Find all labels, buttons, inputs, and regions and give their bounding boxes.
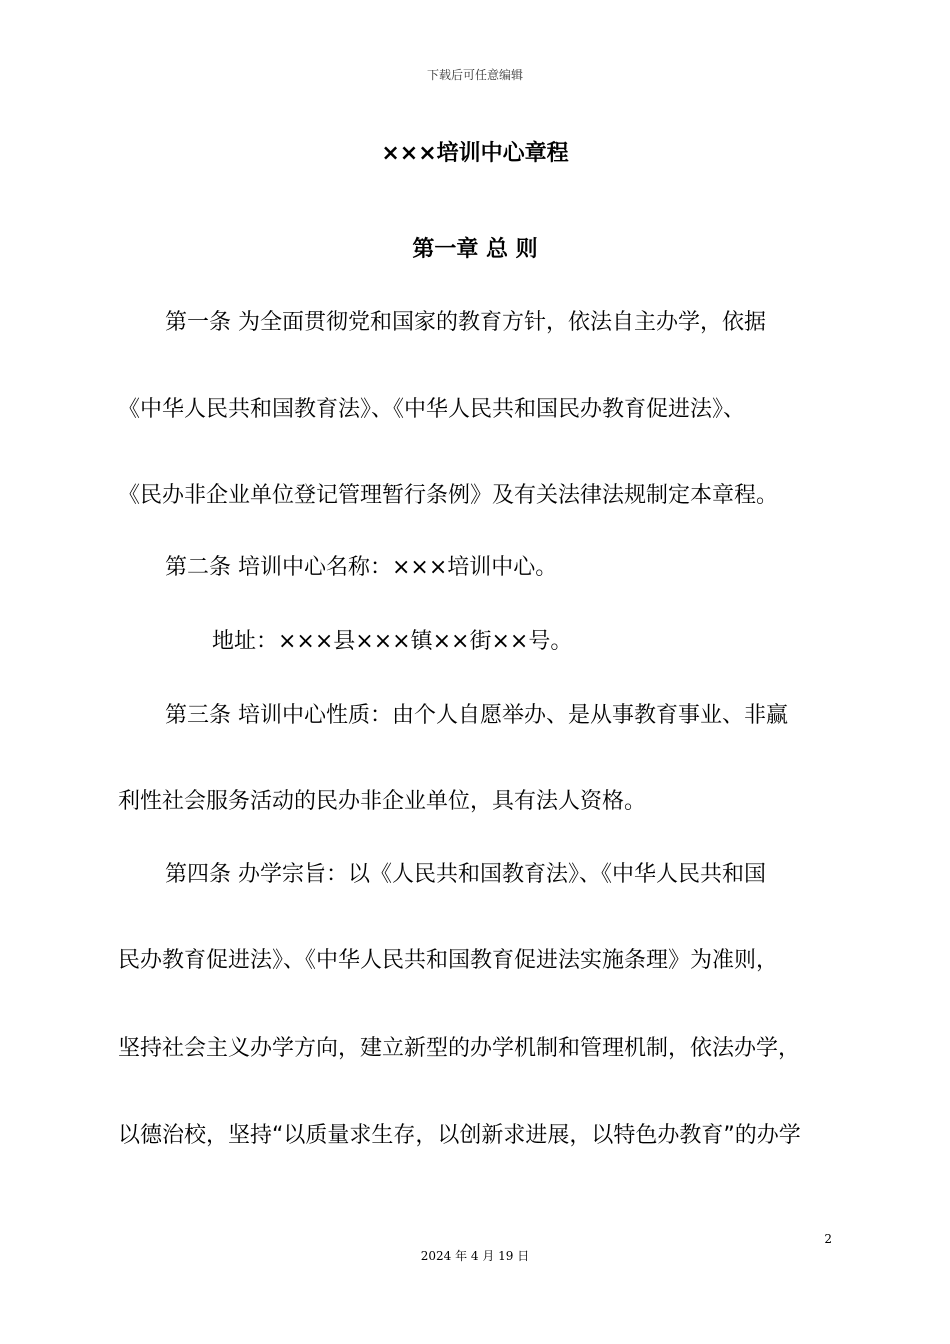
paragraph-line: 第四条 办学宗旨：以《人民共和国教育法》、《中华人民共和国 — [165, 862, 766, 887]
paragraph-line: 利性社会服务活动的民办非企业单位，具有法人资格。 — [118, 789, 647, 814]
chapter-title: 第一章 总 则 — [412, 237, 538, 262]
paragraph-line: 第二条 培训中心名称：×××培训中心。 — [165, 555, 558, 580]
paragraph-line: 民办教育促进法》、《中华人民共和国教育促进法实施条理》为准则， — [118, 948, 779, 973]
header-note: 下载后可任意编辑 — [426, 68, 523, 82]
paragraph-line: 地址：×××县×××镇××街××号。 — [212, 629, 573, 654]
paragraph-line: 第一条 为全面贯彻党和国家的教育方针，依法自主办学，依据 — [165, 310, 766, 335]
document-title: ×××培训中心章程 — [381, 141, 569, 166]
paragraph-line: 以德治校，坚持“以质量求生存，以创新求进展，以特色办教育”的办学 — [118, 1123, 801, 1148]
paragraph-line: 《民办非企业单位登记管理暂行条例》及有关法律法规制定本章程。 — [118, 483, 779, 508]
page-number: 2 — [824, 1232, 832, 1246]
paragraph-line: 坚持社会主义办学方向，建立新型的办学机制和管理机制，依法办学， — [118, 1036, 801, 1061]
paragraph-line: 《中华人民共和国教育法》、《中华人民共和国民办教育促进法》、 — [118, 397, 746, 422]
paragraph-line: 第三条 培训中心性质：由个人自愿举办、是从事教育事业、非赢 — [165, 703, 788, 728]
footer-date: 2024 年 4 月 19 日 — [420, 1249, 530, 1263]
